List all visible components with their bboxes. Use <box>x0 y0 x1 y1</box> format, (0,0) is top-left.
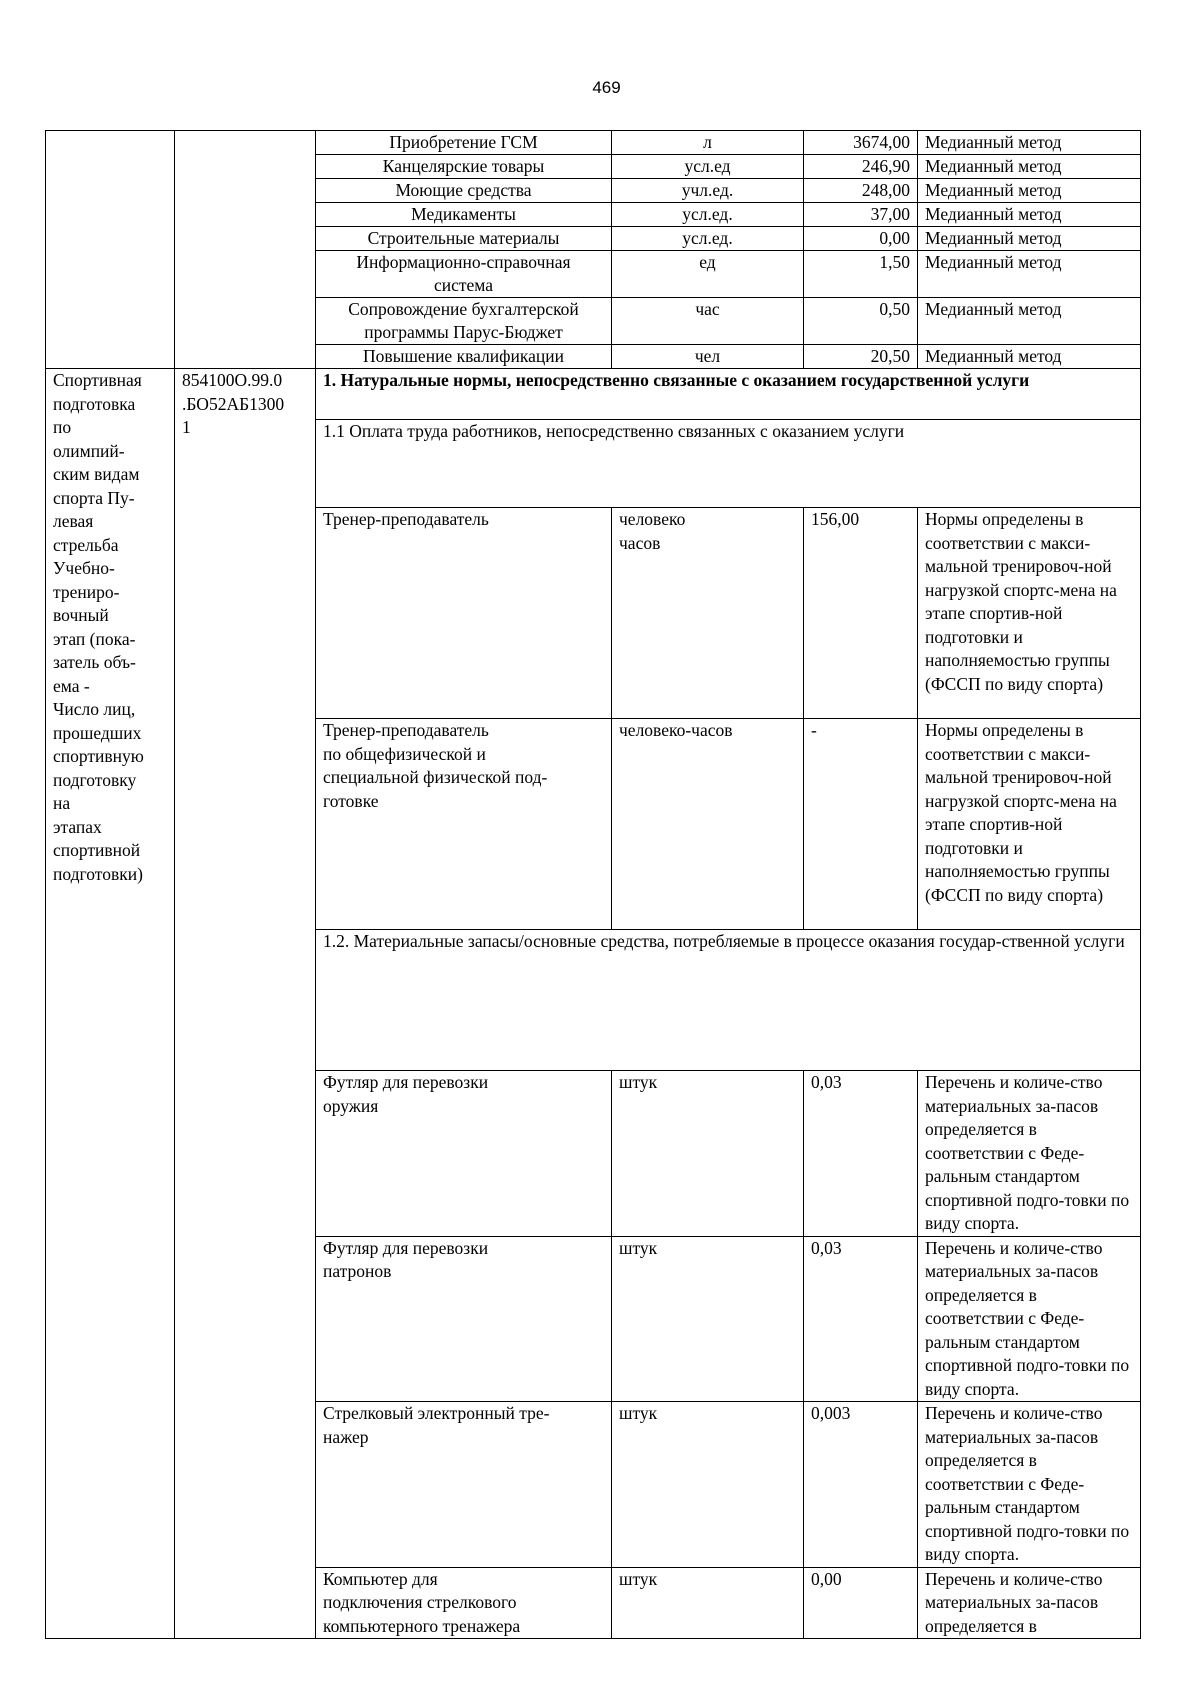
norm-unit: усл.ед. <box>612 203 804 227</box>
norm-method: Медианный метод <box>918 345 1141 369</box>
norm-name: Канцелярские товары <box>316 155 612 179</box>
norm-method: Медианный метод <box>918 203 1141 227</box>
norm-method: Медианный метод <box>918 298 1141 345</box>
norm-name: Футляр для перевозки оружия <box>316 1071 612 1237</box>
norm-name: Футляр для перевозки патронов <box>316 1236 612 1402</box>
norm-value: 0,03 <box>804 1236 918 1402</box>
norm-name: Информационно-справочная система <box>316 251 612 298</box>
table-row <box>46 369 1141 420</box>
norms-table <box>45 130 1141 1639</box>
norm-note: Перечень и количе-ство материальных за-пасов определяется в <box>918 1567 1141 1639</box>
norm-method: Медианный метод <box>918 179 1141 203</box>
norm-name: Моющие средства <box>316 179 612 203</box>
section-1-1-title: 1.1 Оплата труда работников, непосредственно связанных с оказанием услуги <box>316 420 1141 508</box>
norm-method: Медианный метод <box>918 131 1141 155</box>
norm-unit: л <box>612 131 804 155</box>
norm-note: Перечень и количе-ство материальных за-пасов определяется в соответствии с Феде-ральным стандартом спортивной подго-товки по виду спорта. <box>918 1071 1141 1237</box>
norm-unit: человеко-часов <box>612 719 804 930</box>
norm-method: Медианный метод <box>918 155 1141 179</box>
norm-note: Перечень и количе-ство материальных за-пасов определяется в соответствии с Феде-ральным стандартом спортивной подго-товки по виду спорта. <box>918 1402 1141 1568</box>
norm-name: Повышение квалификации <box>316 345 612 369</box>
norm-unit: штук <box>612 1402 804 1568</box>
norm-note: Нормы определены в соответствии с макси-мальной тренировоч-ной нагрузкой спортс-мена на этапе спортив-ной подготовки и наполняемостью группы (ФССП по виду спорта) <box>918 508 1141 719</box>
norm-unit: человеко часов <box>612 508 804 719</box>
norm-value: 0,00 <box>804 1567 918 1639</box>
norm-name: Тренер-преподаватель по общефизической и специальной физической под- готовке <box>316 719 612 930</box>
section-1-title: 1. Натуральные нормы, непосредственно связанные с оказанием государственной услуги <box>316 369 1141 420</box>
norm-name: Компьютер для подключения стрелкового компьютерного тренажера <box>316 1567 612 1639</box>
norm-note: Нормы определены в соответствии с макси-мальной тренировоч-ной нагрузкой спортс-мена на этапе спортив-ной подготовки и наполняемостью группы (ФССП по виду спорта) <box>918 719 1141 930</box>
norm-value: 156,00 <box>804 508 918 719</box>
norm-name: Сопровождение бухгалтерской программы Парус-Бюджет <box>316 298 612 345</box>
norm-method: Медианный метод <box>918 251 1141 298</box>
norm-method: Медианный метод <box>918 227 1141 251</box>
empty-service-cell <box>46 131 175 369</box>
service-code: 854100О.99.0 .БО52АБ1300 1 <box>175 369 316 1639</box>
norm-unit: ед <box>612 251 804 298</box>
norm-value: 0,003 <box>804 1402 918 1568</box>
norm-name: Приобретение ГСМ <box>316 131 612 155</box>
norm-value: 1,50 <box>804 251 918 298</box>
norm-unit: час <box>612 298 804 345</box>
norm-value: 246,90 <box>804 155 918 179</box>
norm-unit: учл.ед. <box>612 179 804 203</box>
section-1-2-title: 1.2. Материальные запасы/основные средства, потребляемые в процессе оказания государ-ственной услуги <box>316 930 1141 1071</box>
norm-value: 20,50 <box>804 345 918 369</box>
norm-unit: штук <box>612 1071 804 1237</box>
table-row <box>46 131 1141 155</box>
norm-name: Медикаменты <box>316 203 612 227</box>
service-name: Спортивная подготовка по олимпий- ским видам спорта Пу- левая стрельба Учебно- трениро- вочный этап (пока- затель объ- ема - Число лиц, прошедших спортивную подготовку на этапах спортивной подготовки) <box>46 369 175 1639</box>
norm-unit: чел <box>612 345 804 369</box>
norm-value: 248,00 <box>804 179 918 203</box>
norm-value: 0,50 <box>804 298 918 345</box>
norm-unit: усл.ед <box>612 155 804 179</box>
norm-name: Строительные материалы <box>316 227 612 251</box>
norm-value: 37,00 <box>804 203 918 227</box>
norm-unit: усл.ед. <box>612 227 804 251</box>
norm-unit: штук <box>612 1236 804 1402</box>
empty-code-cell <box>175 131 316 369</box>
norm-note: Перечень и количе-ство материальных за-пасов определяется в соответствии с Феде-ральным стандартом спортивной подго-товки по виду спорта. <box>918 1236 1141 1402</box>
norm-value: - <box>804 719 918 930</box>
norm-name: Стрелковый электронный тре- нажер <box>316 1402 612 1568</box>
norm-name: Тренер-преподаватель <box>316 508 612 719</box>
norm-unit: штук <box>612 1567 804 1639</box>
page-number: 469 <box>592 78 621 97</box>
norm-value: 0,03 <box>804 1071 918 1237</box>
norm-value: 0,00 <box>804 227 918 251</box>
norm-value: 3674,00 <box>804 131 918 155</box>
